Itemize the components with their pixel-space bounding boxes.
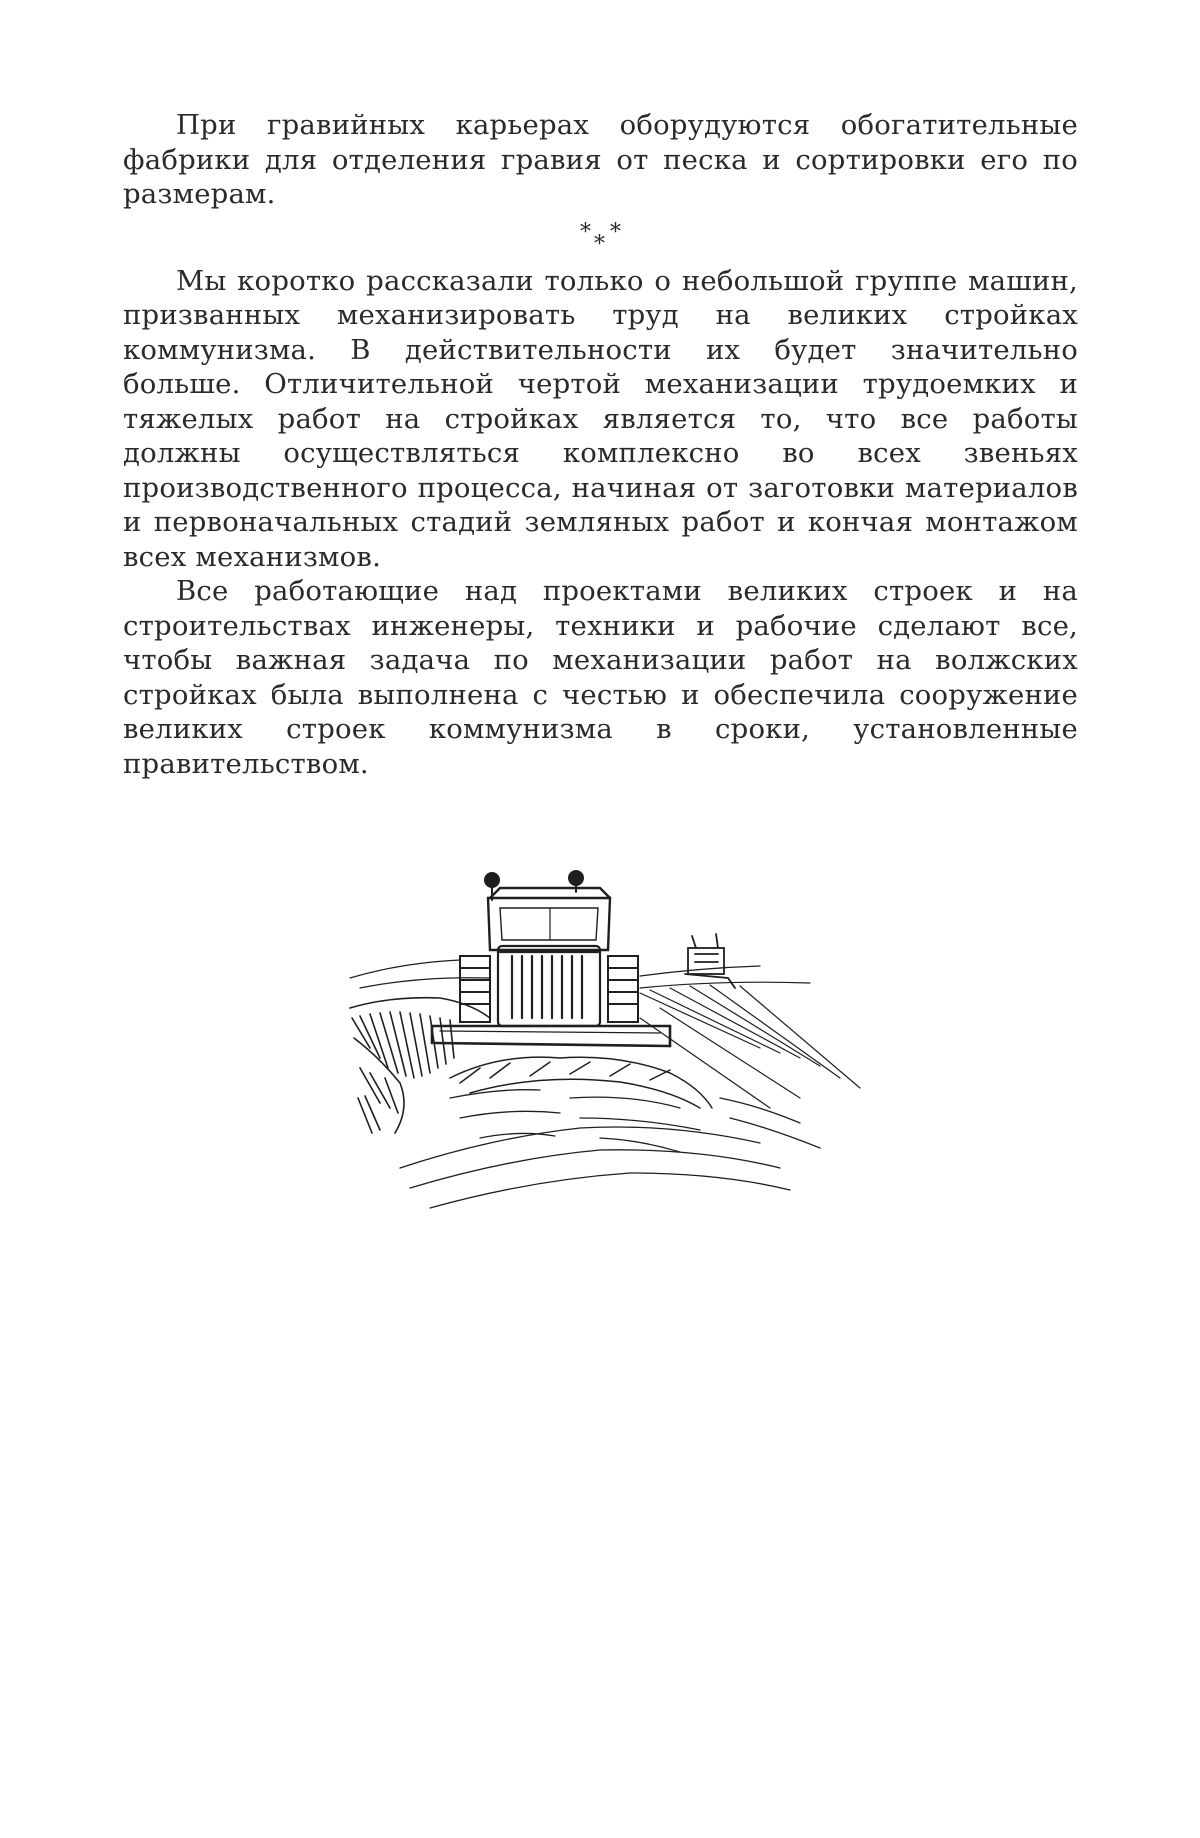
bulldozer-illustration xyxy=(340,868,880,1228)
paragraph-machines-overview: Мы коротко рассказали только о небольшой группе машин, призванных механизировать труд на великих стройках коммунизма. В действительности их будет значительно больше. Отличительной чертой механизации трудоемких и тяжелых работ на стройках является то, что все работы должны осуществляться комплексно во всех звеньях производственного процесса, начиная от заготовки материалов и первоначальных стадий земляных работ и кончая монтажом всех механизмов. xyxy=(123,264,1078,573)
separator-star-left: * xyxy=(580,219,591,245)
section-separator xyxy=(123,216,1078,258)
document-page xyxy=(123,108,1078,781)
horizon-lines xyxy=(350,960,810,988)
soil-pile xyxy=(450,1057,712,1108)
dozer-cab xyxy=(488,888,610,950)
paragraph-gravel-quarries: При гравийных карьерах оборудуются обогатительные фабрики для отделения гравия от песка и сортировки его по размерам. xyxy=(123,109,1078,210)
dozer-body xyxy=(498,946,600,1026)
left-bank-hatching xyxy=(350,998,490,1133)
separator-star-center: * xyxy=(594,231,605,257)
dozer-tracks xyxy=(460,956,638,1022)
separator-star-right: * xyxy=(610,219,621,245)
dozer-headlights xyxy=(485,871,583,900)
distant-machine xyxy=(685,934,735,988)
right-slope-hatching xyxy=(640,985,860,1108)
paragraph-engineers-effort: Все работающие над проектами великих строек и на строительствах инженеры, техники и рабочие сделают все, чтобы важная задача по механизации работ на волжских стройках была выполнена с честью и обеспечила сооружение великих строек коммунизма в сроки, установленные правительством. xyxy=(123,575,1078,780)
ground-furrows xyxy=(400,1090,820,1208)
dozer-blade xyxy=(432,1026,670,1046)
